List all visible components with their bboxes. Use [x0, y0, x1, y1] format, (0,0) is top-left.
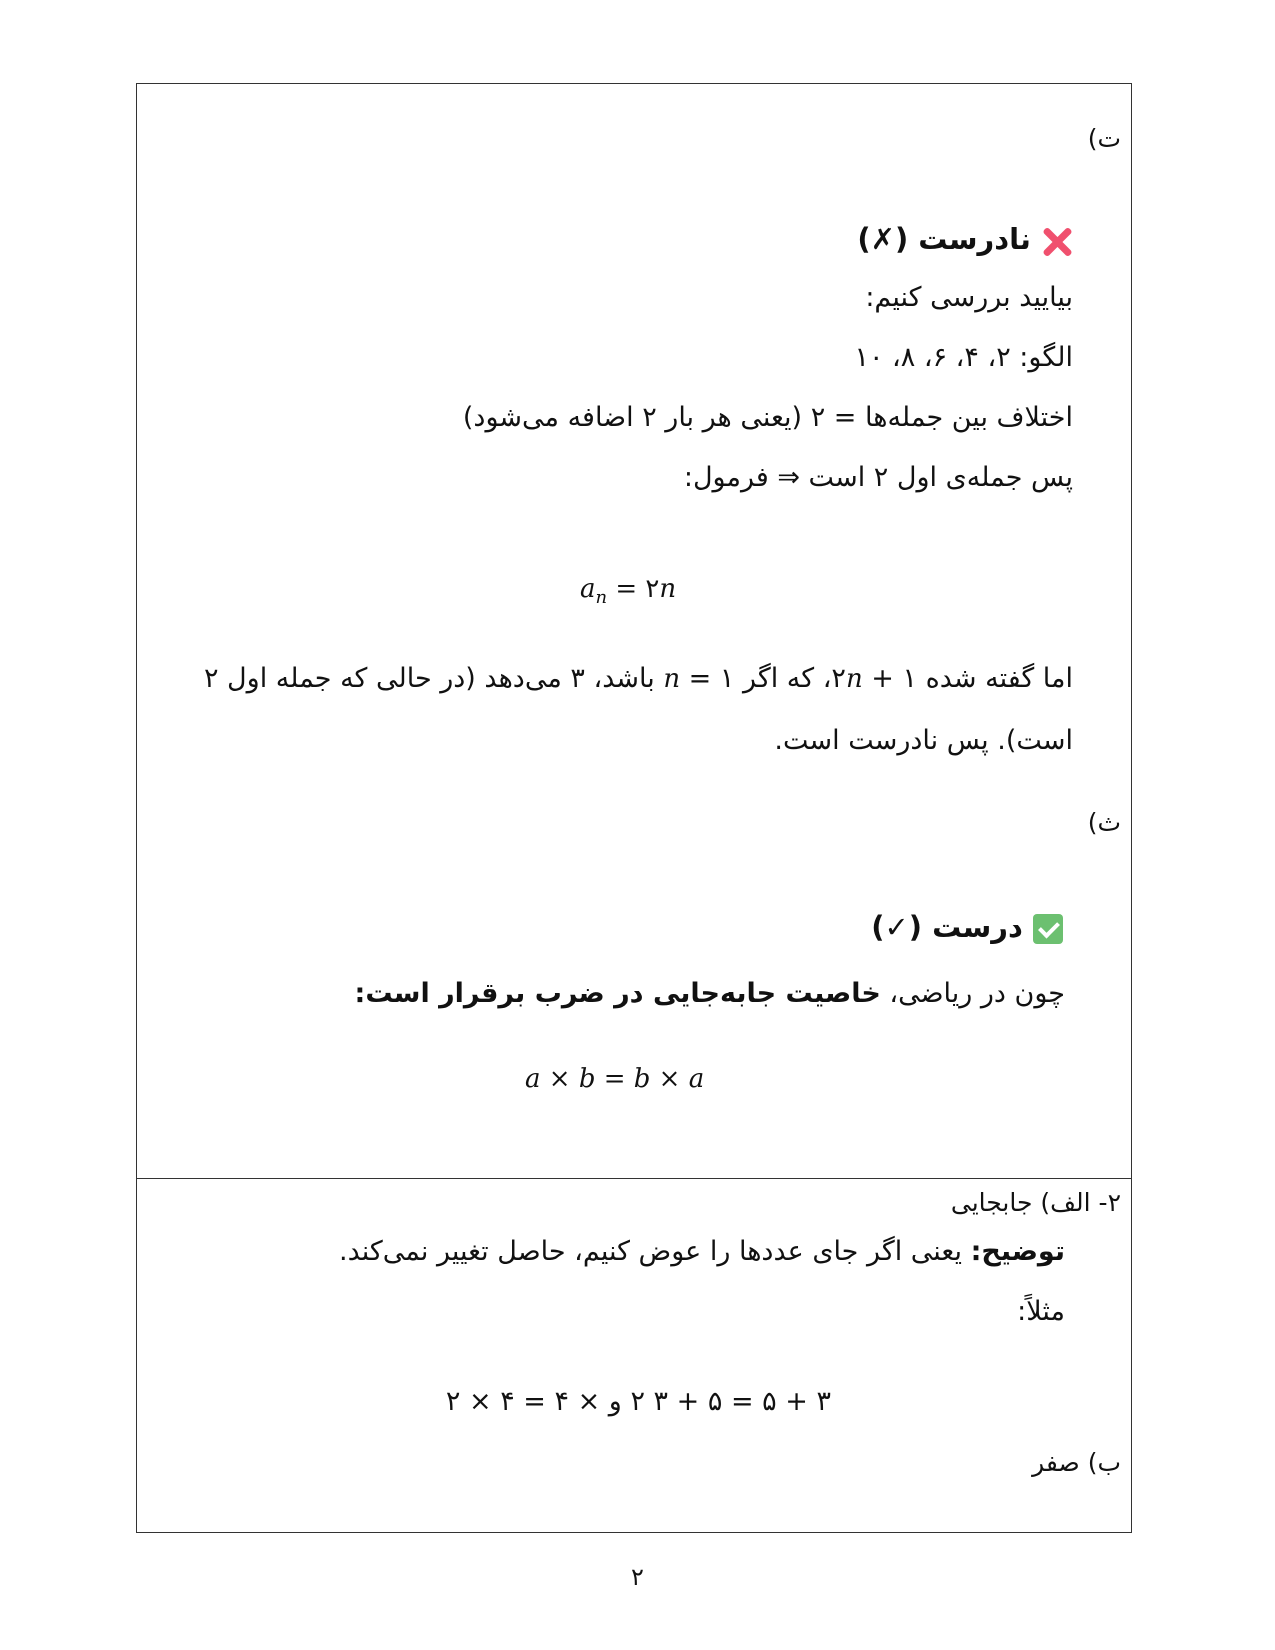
section-t-first-term: پس جمله‌ی اول ۲ است ⇒ فرمول:: [683, 462, 1073, 493]
section-t-formula: $a_n$ = ۲n: [580, 574, 677, 609]
section-th-formula: a × b = b × a: [525, 1064, 705, 1094]
question-2a-example-formula: ۳ + ۵ = ۵ + ۳ ۲ و × ۴ = ۴ × ۲: [445, 1386, 831, 1417]
verdict-text: نادرست (✗): [857, 222, 1031, 256]
section-th-verdict: [871, 910, 1063, 944]
question-2a-example-label: مثلاً:: [1017, 1296, 1065, 1327]
section-t-verdict: [857, 222, 1073, 257]
section-t-intro: بیایید بررسی کنیم:: [865, 282, 1073, 313]
section-t-label: ت): [1087, 124, 1121, 153]
page-number: ۲: [631, 1563, 644, 1591]
question-2b-label: ب) صفر: [1032, 1448, 1121, 1477]
answer-frame: [136, 83, 1132, 1533]
section-t-pattern: الگو: ۲، ۴، ۶، ۸، ۱۰: [854, 342, 1073, 373]
question-2a-label: ۲- الف) جابجایی: [950, 1188, 1121, 1217]
section-t-explanation: اما گفته شده ۲n + ۱، که اگر n = ۱ باشد، ۳ می‌دهد (در حالی که جمله اول ۲ است). پس نادرست است.: [203, 663, 1073, 756]
section-t-difference: اختلاف بین جمله‌ها = ۲ (یعنی هر بار ۲ اضافه می‌شود): [462, 402, 1073, 433]
verdict-text: درست (✓): [871, 910, 1023, 944]
section-divider: [137, 1178, 1131, 1179]
question-2a-explanation: توضیح: یعنی اگر جای عددها را عوض کنیم، حاصل تغییر نمی‌کند.: [338, 1236, 1065, 1267]
check-mark-icon: [1033, 914, 1063, 944]
section-th-reason: چون در ریاضی، خاصیت جابه‌جایی در ضرب برقرار است:: [354, 978, 1065, 1009]
cross-mark-icon: [1041, 225, 1073, 257]
section-th-label: ث): [1087, 808, 1121, 837]
